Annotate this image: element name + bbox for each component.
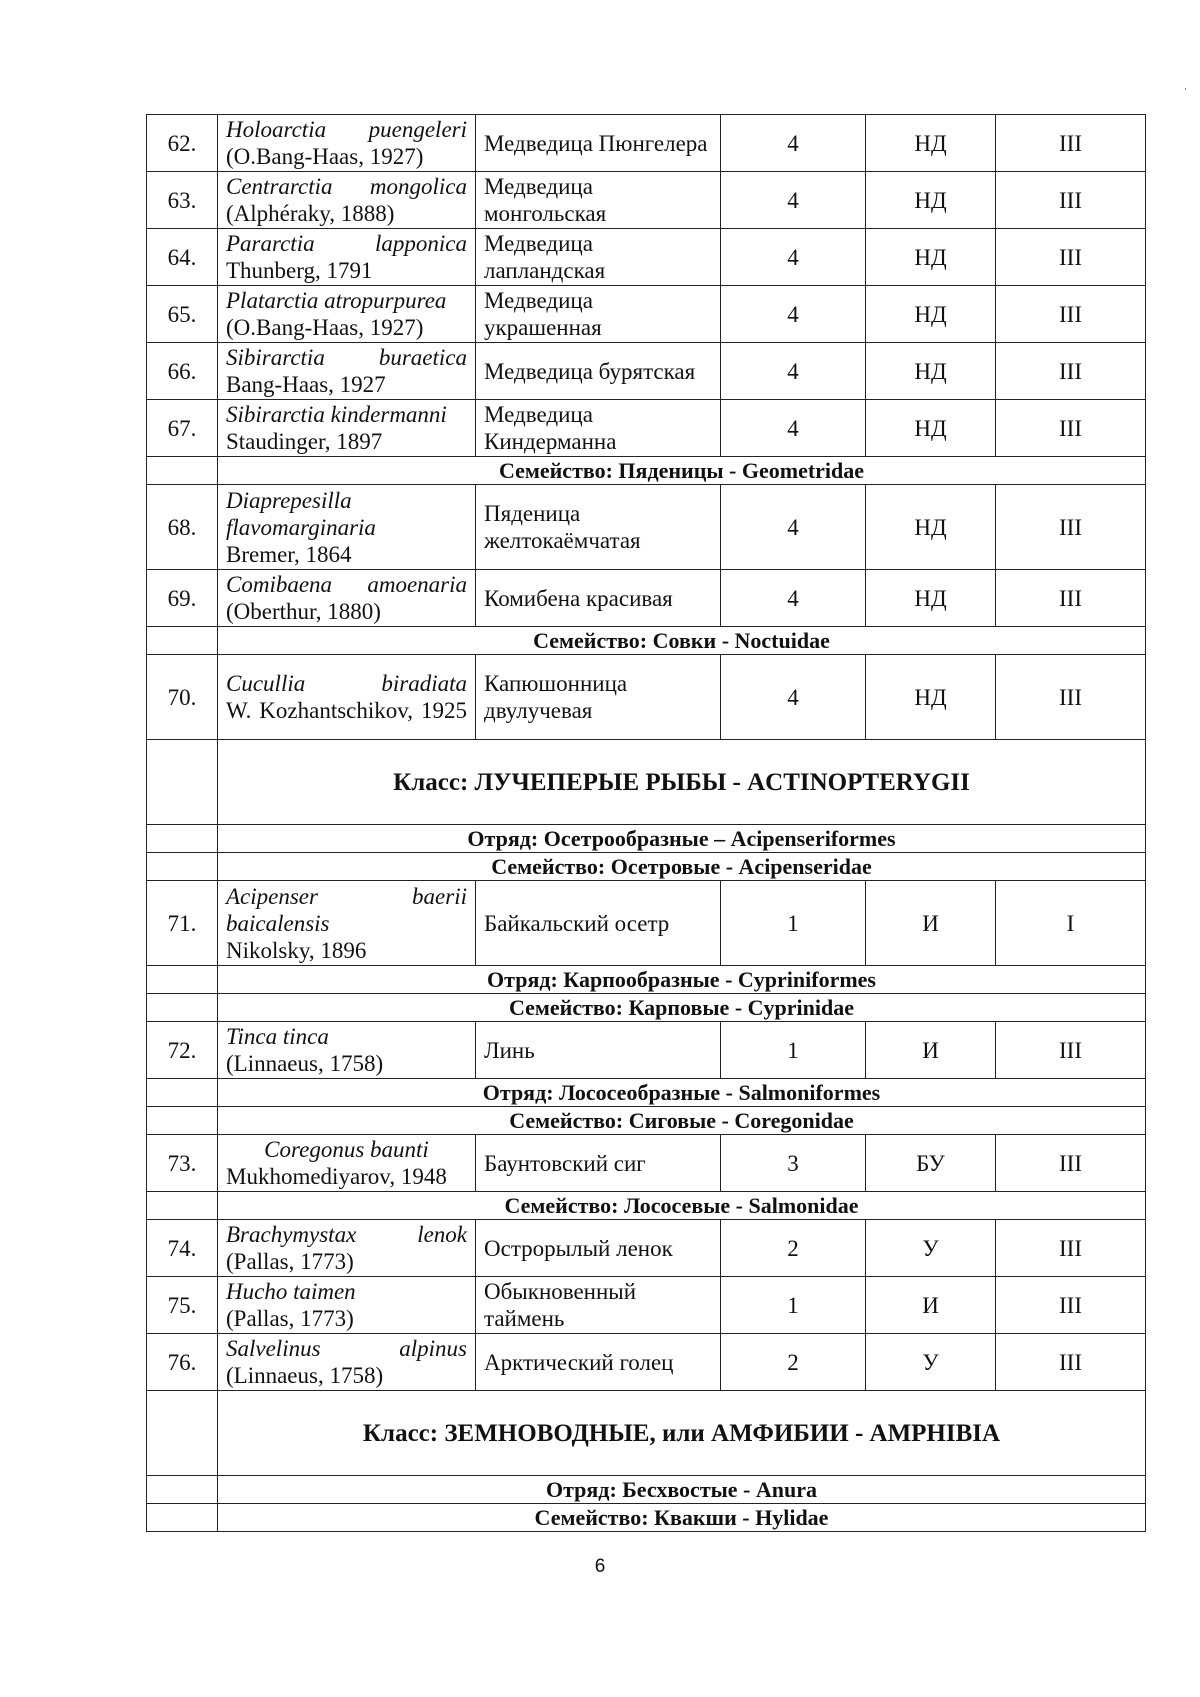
row-number: 69. xyxy=(147,570,218,627)
latin-name-cell xyxy=(218,570,476,627)
category: 2 xyxy=(721,1334,866,1391)
latin-name: Hucho taimen xyxy=(226,1279,356,1304)
empty-number-cell xyxy=(147,1079,218,1107)
protection-level: III xyxy=(996,400,1146,457)
taxon-heading: Отряд: Лососеобразные - Salmoniformes xyxy=(218,1079,1146,1107)
empty-number-cell xyxy=(147,994,218,1022)
taxon-header-row xyxy=(147,853,1146,881)
russian-name: Арктический голец xyxy=(476,1334,721,1391)
protection-level: III xyxy=(996,485,1146,570)
latin-name: Centrarctia mongolica xyxy=(226,174,467,199)
row-number: 70. xyxy=(147,655,218,740)
row-number: 74. xyxy=(147,1220,218,1277)
latin-name-cell xyxy=(218,1135,476,1192)
russian-name: Медведица монгольская xyxy=(476,172,721,229)
species-row xyxy=(147,655,1146,740)
russian-name: Комибена красивая xyxy=(476,570,721,627)
species-table-body xyxy=(147,115,1146,1532)
russian-name: Капюшонница двулучевая xyxy=(476,655,721,740)
status: У xyxy=(866,1220,996,1277)
russian-name: Медведица Киндерманна xyxy=(476,400,721,457)
class-heading: Класс: ЗЕМНОВОДНЫЕ, или АМФИБИИ - AMPHIBIA xyxy=(218,1391,1146,1476)
taxon-heading: Отряд: Карпообразные - Cypriniformes xyxy=(218,966,1146,994)
latin-author: (Oberthur, 1880) xyxy=(226,599,381,624)
empty-number-cell xyxy=(147,1391,218,1476)
row-number: 67. xyxy=(147,400,218,457)
class-heading: Класс: ЛУЧЕПЕРЫЕ РЫБЫ - ACTINOPTERYGII xyxy=(218,740,1146,825)
taxon-heading: Семейство: Пяденицы - Geometridae xyxy=(218,457,1146,485)
taxon-header-row xyxy=(147,1192,1146,1220)
species-row xyxy=(147,570,1146,627)
empty-number-cell xyxy=(147,457,218,485)
protection-level: III xyxy=(996,655,1146,740)
category: 4 xyxy=(721,655,866,740)
species-row xyxy=(147,1220,1146,1277)
taxon-header-row xyxy=(147,1107,1146,1135)
category: 2 xyxy=(721,1220,866,1277)
latin-name-cell xyxy=(218,286,476,343)
species-row xyxy=(147,1277,1146,1334)
row-number: 66. xyxy=(147,343,218,400)
latin-name-cell xyxy=(218,1022,476,1079)
latin-author: (Linnaeus, 1758) xyxy=(226,1051,384,1076)
russian-name: Медведица бурятская xyxy=(476,343,721,400)
latin-name: Sibirarctia kindermanni xyxy=(226,402,447,427)
category: 1 xyxy=(721,1022,866,1079)
status: НД xyxy=(866,485,996,570)
row-number: 68. xyxy=(147,485,218,570)
protection-level: III xyxy=(996,1277,1146,1334)
protection-level: III xyxy=(996,172,1146,229)
latin-author: (Alphéraky, 1888) xyxy=(226,201,395,226)
row-number: 71. xyxy=(147,881,218,966)
row-number: 63. xyxy=(147,172,218,229)
row-number: 65. xyxy=(147,286,218,343)
protection-level: III xyxy=(996,1220,1146,1277)
latin-author: (O.Bang-Haas, 1927) xyxy=(226,144,424,169)
latin-name-cell xyxy=(218,1220,476,1277)
protection-level: III xyxy=(996,570,1146,627)
latin-name-cell xyxy=(218,1277,476,1334)
taxon-header-row xyxy=(147,1079,1146,1107)
status: НД xyxy=(866,115,996,172)
latin-name: Salvelinus alpinus xyxy=(226,1336,467,1361)
species-row xyxy=(147,115,1146,172)
taxon-heading: Отряд: Бесхвостые - Anura xyxy=(218,1476,1146,1504)
category: 4 xyxy=(721,343,866,400)
status: НД xyxy=(866,655,996,740)
protection-level: III xyxy=(996,1334,1146,1391)
latin-author: W. Kozhantschikov, 1925 xyxy=(226,698,467,723)
category: 1 xyxy=(721,881,866,966)
species-row xyxy=(147,286,1146,343)
status: НД xyxy=(866,400,996,457)
category: 4 xyxy=(721,172,866,229)
latin-name-cell xyxy=(218,485,476,570)
taxon-heading: Семейство: Совки - Noctuidae xyxy=(218,627,1146,655)
taxon-header-row xyxy=(147,1476,1146,1504)
latin-name-cell xyxy=(218,229,476,286)
latin-author: Thunberg, 1791 xyxy=(226,258,373,283)
row-number: 62. xyxy=(147,115,218,172)
species-row xyxy=(147,343,1146,400)
russian-name: Пяденица желтокаёмчатая xyxy=(476,485,721,570)
species-row xyxy=(147,881,1146,966)
taxon-header-row xyxy=(147,457,1146,485)
species-row xyxy=(147,229,1146,286)
taxon-heading: Семейство: Сиговые - Coregonidae xyxy=(218,1107,1146,1135)
latin-author: (Pallas, 1773) xyxy=(226,1249,354,1274)
protection-level: III xyxy=(996,1135,1146,1192)
empty-number-cell xyxy=(147,1107,218,1135)
status: И xyxy=(866,1277,996,1334)
empty-number-cell xyxy=(147,627,218,655)
latin-name-cell xyxy=(218,343,476,400)
row-number: 72. xyxy=(147,1022,218,1079)
latin-author: (Linnaeus, 1758) xyxy=(226,1363,384,1388)
species-row xyxy=(147,1022,1146,1079)
category: 4 xyxy=(721,400,866,457)
status: НД xyxy=(866,570,996,627)
latin-name-cell xyxy=(218,400,476,457)
taxon-header-row xyxy=(147,994,1146,1022)
russian-name: Линь xyxy=(476,1022,721,1079)
russian-name: Медведица украшенная xyxy=(476,286,721,343)
latin-author: Bremer, 1864 xyxy=(226,541,352,567)
scan-mark xyxy=(1185,88,1186,90)
protection-level: III xyxy=(996,229,1146,286)
latin-author: Mukhomediyarov, 1948 xyxy=(226,1164,447,1189)
species-row xyxy=(147,1334,1146,1391)
species-row xyxy=(147,485,1146,570)
latin-name: Sibirarctia buraetica xyxy=(226,345,467,370)
latin-name: Cucullia biradiata xyxy=(226,671,467,696)
russian-name: Острорылый ленок xyxy=(476,1220,721,1277)
category: 3 xyxy=(721,1135,866,1192)
species-table xyxy=(146,114,1146,1532)
taxon-header-row xyxy=(147,966,1146,994)
latin-author: Nikolsky, 1896 xyxy=(226,937,367,963)
species-row xyxy=(147,400,1146,457)
taxon-heading: Семейство: Осетровые - Acipenseridae xyxy=(218,853,1146,881)
empty-number-cell xyxy=(147,966,218,994)
protection-level: III xyxy=(996,1022,1146,1079)
status: НД xyxy=(866,229,996,286)
latin-name: Diaprepesilla flavomarginaria xyxy=(226,487,376,540)
latin-author: (O.Bang-Haas, 1927) xyxy=(226,315,424,340)
empty-number-cell xyxy=(147,1476,218,1504)
page-number: 6 xyxy=(594,1556,606,1577)
category: 4 xyxy=(721,229,866,286)
empty-number-cell xyxy=(147,1192,218,1220)
latin-name: Platarctia atropurpurea xyxy=(226,288,447,313)
row-number: 64. xyxy=(147,229,218,286)
latin-name: Comibaena amoenaria xyxy=(226,572,467,597)
row-number: 76. xyxy=(147,1334,218,1391)
empty-number-cell xyxy=(147,853,218,881)
latin-name: Holoarctia puengeleri xyxy=(226,117,467,142)
latin-name-cell xyxy=(218,172,476,229)
category: 4 xyxy=(721,286,866,343)
species-row xyxy=(147,172,1146,229)
taxon-header-row xyxy=(147,825,1146,853)
latin-name-cell xyxy=(218,655,476,740)
protection-level: I xyxy=(996,881,1146,966)
status: БУ xyxy=(866,1135,996,1192)
row-number: 73. xyxy=(147,1135,218,1192)
latin-name: Tinca tinca xyxy=(226,1024,329,1049)
status: У xyxy=(866,1334,996,1391)
category: 1 xyxy=(721,1277,866,1334)
status: НД xyxy=(866,343,996,400)
latin-name: Acipenser baerii baicalensis xyxy=(226,883,467,936)
status: НД xyxy=(866,172,996,229)
category: 4 xyxy=(721,115,866,172)
russian-name: Медведица Пюнгелера xyxy=(476,115,721,172)
latin-name: Pararctia lapponica xyxy=(226,231,467,256)
russian-name: Байкальский осетр xyxy=(476,881,721,966)
category: 4 xyxy=(721,570,866,627)
protection-level: III xyxy=(996,286,1146,343)
class-row xyxy=(147,740,1146,825)
protection-level: III xyxy=(996,115,1146,172)
taxon-header-row xyxy=(147,1504,1146,1532)
category: 4 xyxy=(721,485,866,570)
latin-name: Coregonus baunti xyxy=(264,1137,429,1162)
taxon-heading: Семейство: Карповые - Cyprinidae xyxy=(218,994,1146,1022)
latin-author: (Pallas, 1773) xyxy=(226,1306,354,1331)
latin-name-cell xyxy=(218,115,476,172)
latin-name-cell xyxy=(218,1334,476,1391)
latin-name: Brachymystax lenok xyxy=(226,1222,467,1247)
taxon-heading: Отряд: Осетрообразные – Acipenseriformes xyxy=(218,825,1146,853)
row-number: 75. xyxy=(147,1277,218,1334)
status: НД xyxy=(866,286,996,343)
protection-level: III xyxy=(996,343,1146,400)
russian-name: Обыкновенный таймень xyxy=(476,1277,721,1334)
latin-author: Staudinger, 1897 xyxy=(226,429,383,454)
species-row xyxy=(147,1135,1146,1192)
status: И xyxy=(866,1022,996,1079)
taxon-header-row xyxy=(147,627,1146,655)
empty-number-cell xyxy=(147,1504,218,1532)
latin-author: Bang-Haas, 1927 xyxy=(226,372,386,397)
status: И xyxy=(866,881,996,966)
class-row xyxy=(147,1391,1146,1476)
russian-name: Баунтовский сиг xyxy=(476,1135,721,1192)
taxon-heading: Семейство: Лососевые - Salmonidae xyxy=(218,1192,1146,1220)
empty-number-cell xyxy=(147,825,218,853)
latin-name-cell xyxy=(218,881,476,966)
empty-number-cell xyxy=(147,740,218,825)
russian-name: Медведица лапландская xyxy=(476,229,721,286)
taxon-heading: Семейство: Квакши - Hylidae xyxy=(218,1504,1146,1532)
